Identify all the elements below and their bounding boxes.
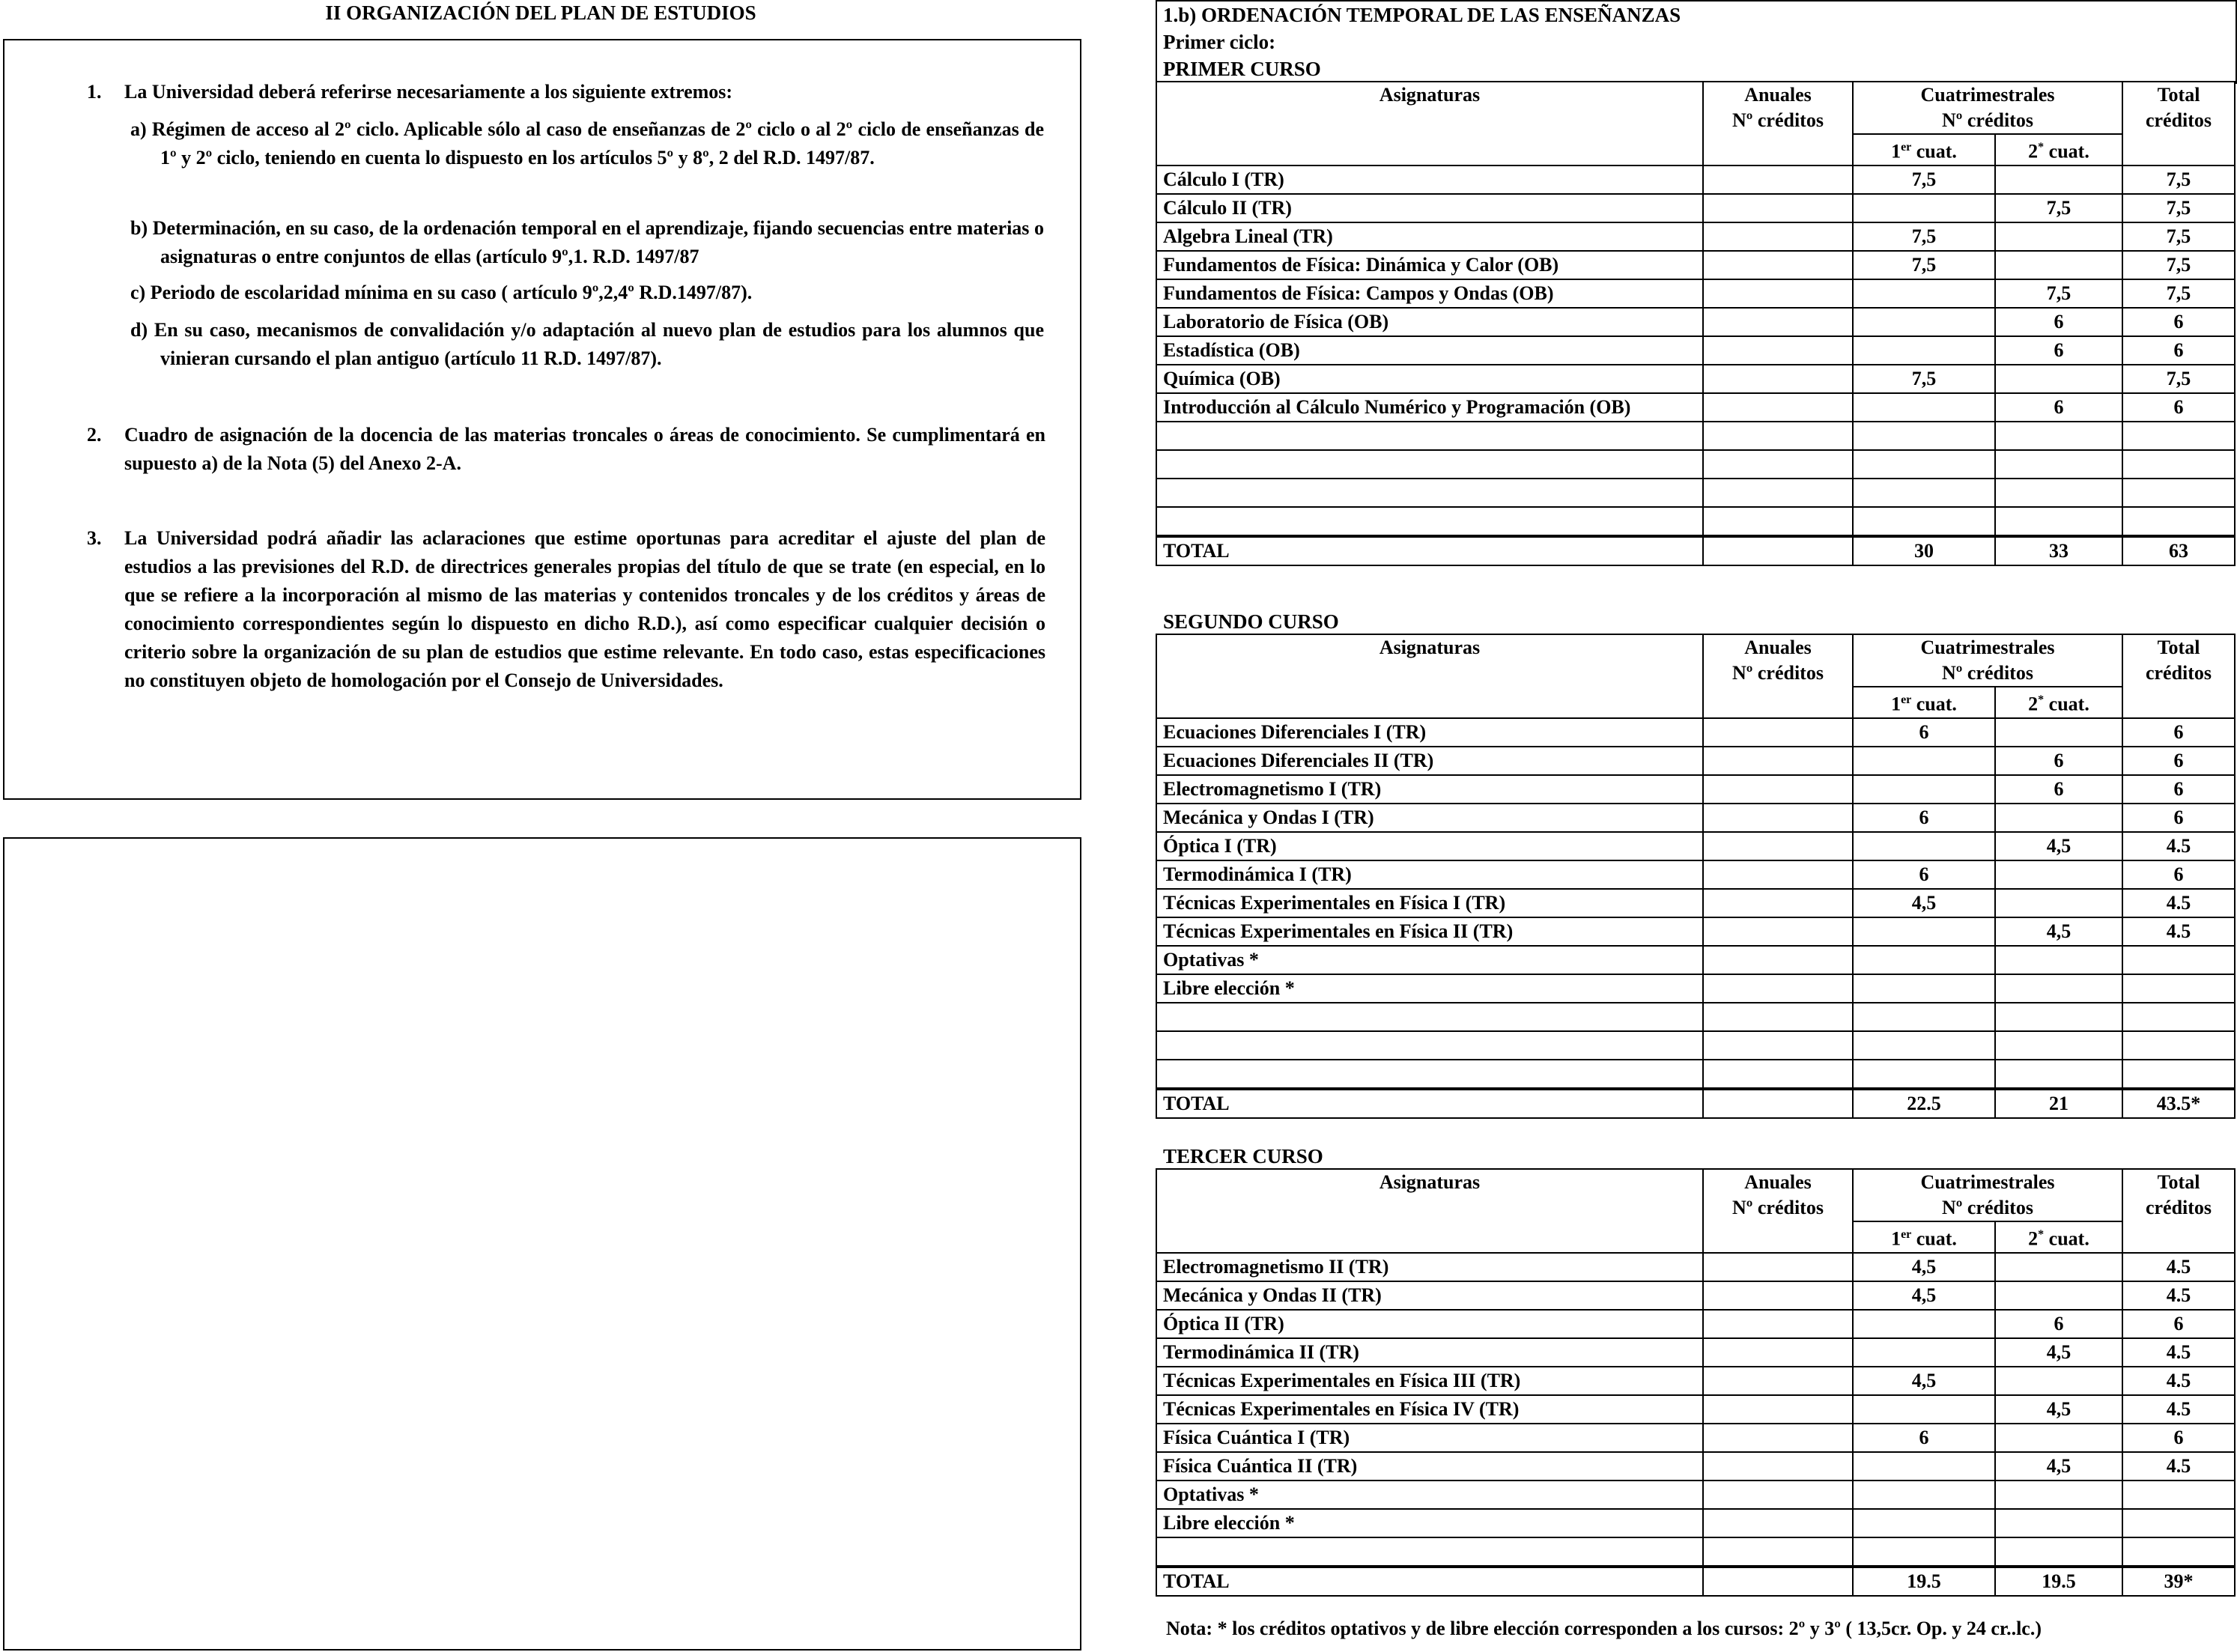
table-cell [1703, 222, 1853, 251]
table-cell [1995, 1509, 2122, 1537]
table-cell: 4,5 [1995, 917, 2122, 946]
table-row [1156, 1509, 2235, 1537]
table-cell [2122, 1481, 2235, 1509]
table-cell [1853, 1003, 1995, 1031]
table-cell [1853, 393, 1995, 422]
table-cell: Mecánica y Ondas II (TR) [1156, 1281, 1703, 1310]
table-row [1156, 832, 2235, 860]
table-cell [1853, 450, 1995, 479]
table-cell: 6 [1995, 393, 2122, 422]
total-cell: 21 [1995, 1089, 2122, 1118]
header-1-cuat: 1er cuat. [1853, 134, 1995, 165]
table-cell: 4,5 [1995, 1395, 2122, 1424]
table-row [1156, 365, 2235, 393]
table-row [1156, 422, 2235, 450]
table-cell [2122, 450, 2235, 479]
table-cell: 7,5 [1853, 365, 1995, 393]
header-total: Total créditos [2122, 1169, 2235, 1253]
table-cell [1703, 832, 1853, 860]
table-cell [1853, 775, 1995, 804]
header-total: Total créditos [2122, 634, 2235, 718]
table-cell: Física Cuántica I (TR) [1156, 1424, 1703, 1452]
instructions-box [3, 39, 1081, 800]
table-cell [1703, 860, 1853, 889]
table-cell [2122, 1509, 2235, 1537]
table-row [1156, 479, 2235, 507]
table-cell: 7,5 [2122, 365, 2235, 393]
table-cell: 7,5 [2122, 222, 2235, 251]
table-cell [1156, 1031, 1703, 1060]
table-cell [1853, 279, 1995, 308]
table-cell: 6 [2122, 393, 2235, 422]
table-cell [1703, 393, 1853, 422]
table-cell: 4.5 [2122, 1253, 2235, 1281]
table-cell: 4.5 [2122, 832, 2235, 860]
table-cell [1853, 308, 1995, 336]
header-asignaturas: Asignaturas [1156, 1169, 1703, 1253]
header-anuales: Anuales Nº créditos [1703, 634, 1853, 718]
table-cell: 7,5 [2122, 251, 2235, 279]
table-cell [1703, 479, 1853, 507]
table-cell [1995, 507, 2122, 536]
table-cell [1995, 1253, 2122, 1281]
table-cell: 4,5 [1853, 1253, 1995, 1281]
header-cuatrimestrales: Cuatrimestrales Nº créditos [1853, 1169, 2122, 1221]
table-cell [1995, 1424, 2122, 1452]
table-cell [1703, 165, 1853, 194]
table-row [1156, 860, 2235, 889]
page-title: II ORGANIZACIÓN DEL PLAN DE ESTUDIOS [325, 1, 756, 24]
table-cell [1703, 251, 1853, 279]
table-cell: Libre elección * [1156, 1509, 1703, 1537]
table-cell [1703, 1060, 1853, 1089]
table-cell: Cálculo I (TR) [1156, 165, 1703, 194]
footnote: Nota: * los créditos optativos y de libre elección corresponden a los cursos: 2º y 3º ( 13,5cr. Op. y 24 cr..lc.) [1166, 1618, 2042, 1639]
table-cell [1156, 1537, 1703, 1567]
table-cell: 6 [2122, 308, 2235, 336]
table-cell: Introducción al Cálculo Numérico y Programación (OB) [1156, 393, 1703, 422]
table-cell [1995, 804, 2122, 832]
item-1c: c) Periodo de escolaridad mínima en su caso ( artículo 9º,2,4º R.D.1497/87). [130, 282, 753, 303]
table-cell [1703, 1395, 1853, 1424]
table-cell: Ecuaciones Diferenciales I (TR) [1156, 718, 1703, 747]
table-cell [1703, 194, 1853, 222]
table-cell [1995, 1537, 2122, 1567]
table-cell [2122, 1003, 2235, 1031]
table-row [1156, 1003, 2235, 1031]
table-row [1156, 1367, 2235, 1395]
table-cell [1703, 308, 1853, 336]
table-cell: 6 [2122, 1310, 2235, 1338]
table-cell [1853, 194, 1995, 222]
table-row [1156, 1338, 2235, 1367]
table-row [1156, 194, 2235, 222]
total-row [1156, 536, 2235, 565]
table-cell: Técnicas Experimentales en Física II (TR) [1156, 917, 1703, 946]
table-cell [1995, 860, 2122, 889]
table-cell [1995, 222, 2122, 251]
table-row [1156, 1424, 2235, 1452]
section-subtitle: Primer ciclo: [1163, 31, 1276, 53]
header-2-cuat: 2* cuat. [1995, 134, 2122, 165]
item-3: 3. La Universidad podrá añadir las aclaraciones que estime oportunas para acreditar el ajuste del plan de estudios a las previsiones del R.D. de directrices generales propias del título de que se trate (en especial, en lo que se refiere a la incorporación al mismo de las materias y contenidos troncales y de los créditos y áreas de conocimiento correspondientes según lo dispuesto en dicho R.D.), así como especificar cualquier decisión o criterio sobre la organización de su plan de estudios que estime relevante. En todo caso, estas especificaciones no constituyen objeto de homologación por el Consejo de Universidades. [87, 527, 1045, 691]
table-row [1156, 279, 2235, 308]
table-cell: 6 [1995, 336, 2122, 365]
table-cell: 6 [1853, 718, 1995, 747]
table-cell [1853, 479, 1995, 507]
course-3-table [1156, 1168, 2236, 1597]
table-cell: Optativas * [1156, 1481, 1703, 1509]
table-cell [1995, 165, 2122, 194]
table-cell [1703, 336, 1853, 365]
table-cell [1853, 1060, 1995, 1089]
table-cell: 7,5 [1853, 165, 1995, 194]
table-cell: 7,5 [1853, 222, 1995, 251]
table-cell: Fundamentos de Física: Dinámica y Calor (OB) [1156, 251, 1703, 279]
table-cell [1703, 1509, 1853, 1537]
course-2-table [1156, 634, 2236, 1119]
table-cell: 4.5 [2122, 1281, 2235, 1310]
table-cell: 4,5 [1853, 889, 1995, 917]
table-cell: 6 [1853, 860, 1995, 889]
table-cell: Ecuaciones Diferenciales II (TR) [1156, 747, 1703, 775]
table-cell: 7,5 [2122, 279, 2235, 308]
table-cell [1995, 946, 2122, 974]
table-cell [1853, 422, 1995, 450]
header-asignaturas: Asignaturas [1156, 634, 1703, 718]
table-cell [1995, 251, 2122, 279]
table-row [1156, 336, 2235, 365]
table-cell [1156, 507, 1703, 536]
table-cell [1995, 450, 2122, 479]
table-cell [2122, 1537, 2235, 1567]
table-row [1156, 222, 2235, 251]
table-cell: 4.5 [2122, 1452, 2235, 1481]
header-1-cuat: 1er cuat. [1853, 687, 1995, 718]
table-cell [1853, 946, 1995, 974]
table-cell [1853, 1338, 1995, 1367]
table-cell [1703, 1310, 1853, 1338]
table-row [1156, 1281, 2235, 1310]
total-row [1156, 1567, 2235, 1596]
table-cell [1703, 1003, 1853, 1031]
total-cell: TOTAL [1156, 536, 1703, 565]
table-cell: Óptica I (TR) [1156, 832, 1703, 860]
table-cell [1703, 804, 1853, 832]
table-cell [1703, 365, 1853, 393]
table-cell: 6 [2122, 336, 2235, 365]
table-cell [1156, 1003, 1703, 1031]
table-cell: Estadística (OB) [1156, 336, 1703, 365]
table-cell [1995, 479, 2122, 507]
item-1a: a) Régimen de acceso al 2º ciclo. Aplicable sólo al caso de enseñanzas de 2º ciclo o al 2º ciclo de enseñanzas de 1º y 2º ciclo, teniendo en cuenta lo dispuesto en los artículos 5º y 8º, 2 del R.D. 1497/87. [130, 118, 1044, 168]
table-cell: Termodinámica I (TR) [1156, 860, 1703, 889]
empty-box [3, 837, 1081, 1651]
table-cell [1703, 974, 1853, 1003]
table-cell: Electromagnetismo II (TR) [1156, 1253, 1703, 1281]
total-row [1156, 1089, 2235, 1118]
table-cell: 6 [2122, 804, 2235, 832]
table-row [1156, 251, 2235, 279]
table-row [1156, 1060, 2235, 1089]
total-cell: 63 [2122, 536, 2235, 565]
item-2: 2. Cuadro de asignación de la docencia de las materias troncales o áreas de conocimiento. Se cumplimentará en supuesto a) de la Nota (5) del Anexo 2-A. [87, 424, 1045, 474]
total-cell [1703, 1567, 1853, 1596]
table-cell: 4,5 [1995, 1338, 2122, 1367]
table-cell: 4.5 [2122, 917, 2235, 946]
table-row [1156, 393, 2235, 422]
table-cell: Libre elección * [1156, 974, 1703, 1003]
header-asignaturas: Asignaturas [1156, 82, 1703, 165]
table-cell [2122, 479, 2235, 507]
table-cell [1995, 1367, 2122, 1395]
table-cell [1703, 1452, 1853, 1481]
course-2-heading: SEGUNDO CURSO [1163, 610, 1339, 633]
table-cell [1703, 747, 1853, 775]
table-cell: 7,5 [2122, 165, 2235, 194]
table-row [1156, 1310, 2235, 1338]
table-cell [1853, 1031, 1995, 1060]
table-row [1156, 1537, 2235, 1567]
table-cell: Electromagnetismo I (TR) [1156, 775, 1703, 804]
table-cell [1853, 507, 1995, 536]
table-cell: 6 [2122, 860, 2235, 889]
table-cell [1703, 450, 1853, 479]
table-cell [1853, 1509, 1995, 1537]
table-cell [1156, 422, 1703, 450]
table-cell: 7,5 [1853, 251, 1995, 279]
table-cell [1703, 1031, 1853, 1060]
table-row [1156, 450, 2235, 479]
total-cell: 19.5 [1995, 1567, 2122, 1596]
table-cell [1995, 889, 2122, 917]
table-cell [1995, 1281, 2122, 1310]
table-cell [1703, 1281, 1853, 1310]
table-cell: Laboratorio de Física (OB) [1156, 308, 1703, 336]
header-2-cuat: 2* cuat. [1995, 1221, 2122, 1253]
table-cell: Técnicas Experimentales en Física III (TR) [1156, 1367, 1703, 1395]
table-cell [1156, 479, 1703, 507]
table-cell: 4.5 [2122, 889, 2235, 917]
table-cell [1853, 1452, 1995, 1481]
table-cell: 4,5 [1995, 1452, 2122, 1481]
table-row [1156, 1253, 2235, 1281]
item-1: 1. La Universidad deberá referirse necesariamente a los siguiente extremos: [87, 81, 733, 103]
table-cell [2122, 974, 2235, 1003]
course-1-heading: PRIMER CURSO [1163, 58, 1321, 80]
table-cell [1703, 889, 1853, 917]
table-cell [1703, 507, 1853, 536]
table-cell: 6 [1995, 775, 2122, 804]
total-cell [1703, 536, 1853, 565]
table-cell [1156, 1060, 1703, 1089]
table-cell [1853, 1537, 1995, 1567]
table-cell: Técnicas Experimentales en Física I (TR) [1156, 889, 1703, 917]
table-cell: 6 [1853, 804, 1995, 832]
table-row [1156, 718, 2235, 747]
table-row [1156, 804, 2235, 832]
table-row [1156, 165, 2235, 194]
table-cell [1703, 1367, 1853, 1395]
table-cell [1853, 1395, 1995, 1424]
table-cell [1995, 1481, 2122, 1509]
table-cell: 4.5 [2122, 1338, 2235, 1367]
table-row [1156, 917, 2235, 946]
table-cell: 7,5 [2122, 194, 2235, 222]
table-row [1156, 747, 2235, 775]
table-row [1156, 1395, 2235, 1424]
table-cell [1853, 832, 1995, 860]
table-cell [1995, 974, 2122, 1003]
table-cell: Cálculo II (TR) [1156, 194, 1703, 222]
table-cell: 7,5 [1995, 194, 2122, 222]
header-anuales: Anuales Nº créditos [1703, 1169, 1853, 1253]
item-1d: d) En su caso, mecanismos de convalidación y/o adaptación al nuevo plan de estudios para los alumnos que vinieran cursando el plan antiguo (artículo 11 R.D. 1497/87). [130, 319, 1044, 369]
table-cell [1995, 1031, 2122, 1060]
table-row [1156, 507, 2235, 536]
table-cell [2122, 946, 2235, 974]
table-cell: 6 [2122, 747, 2235, 775]
table-cell: 4,5 [1853, 1281, 1995, 1310]
total-cell: 22.5 [1853, 1089, 1995, 1118]
table-cell [1703, 1537, 1853, 1567]
table-cell [1703, 718, 1853, 747]
header-total: Total créditos [2122, 82, 2235, 165]
table-cell: 4.5 [2122, 1367, 2235, 1395]
section-title: 1.b) ORDENACIÓN TEMPORAL DE LAS ENSEÑANZAS [1163, 4, 1681, 26]
table-row [1156, 974, 2235, 1003]
table-cell: 6 [1995, 308, 2122, 336]
total-cell: 33 [1995, 536, 2122, 565]
table-cell [1853, 747, 1995, 775]
table-cell [1853, 336, 1995, 365]
table-cell: Óptica II (TR) [1156, 1310, 1703, 1338]
table-cell: 6 [2122, 718, 2235, 747]
table-cell: 6 [1995, 1310, 2122, 1338]
table-cell [2122, 1031, 2235, 1060]
total-cell [1703, 1089, 1853, 1118]
table-cell [1703, 279, 1853, 308]
table-cell [1853, 917, 1995, 946]
header-cuatrimestrales: Cuatrimestrales Nº créditos [1853, 82, 2122, 134]
table-cell: 7,5 [1995, 279, 2122, 308]
table-cell [1995, 422, 2122, 450]
table-row [1156, 889, 2235, 917]
table-cell: 6 [2122, 1424, 2235, 1452]
table-cell [1703, 1481, 1853, 1509]
table-cell: 4.5 [2122, 1395, 2235, 1424]
table-row [1156, 1031, 2235, 1060]
table-cell: Fundamentos de Física: Campos y Ondas (OB) [1156, 279, 1703, 308]
course-3-heading: TERCER CURSO [1163, 1145, 1323, 1167]
header-anuales: Anuales Nº créditos [1703, 82, 1853, 165]
table-cell [1703, 422, 1853, 450]
table-cell [1853, 1481, 1995, 1509]
table-row [1156, 308, 2235, 336]
table-cell [1853, 974, 1995, 1003]
table-cell: Física Cuántica II (TR) [1156, 1452, 1703, 1481]
table-cell [2122, 507, 2235, 536]
table-row [1156, 1452, 2235, 1481]
header-1-cuat: 1er cuat. [1853, 1221, 1995, 1253]
table-cell [1703, 1424, 1853, 1452]
table-cell: 6 [1853, 1424, 1995, 1452]
table-cell [1853, 1310, 1995, 1338]
total-cell: 43.5* [2122, 1089, 2235, 1118]
item-1b: b) Determinación, en su caso, de la ordenación temporal en el aprendizaje, fijando secuencias entre materias o asignaturas o entre conjuntos de ellas (artículo 9º,1. R.D. 1497/87 [130, 217, 1044, 267]
table-row [1156, 1481, 2235, 1509]
table-cell [1995, 1060, 2122, 1089]
table-row [1156, 775, 2235, 804]
table-cell: Técnicas Experimentales en Física IV (TR) [1156, 1395, 1703, 1424]
table-cell [1703, 917, 1853, 946]
table-cell [1156, 450, 1703, 479]
table-cell [1703, 775, 1853, 804]
table-cell [1703, 1338, 1853, 1367]
table-cell: 4,5 [1995, 832, 2122, 860]
table-cell: Termodinámica II (TR) [1156, 1338, 1703, 1367]
table-cell [2122, 422, 2235, 450]
table-cell: Algebra Lineal (TR) [1156, 222, 1703, 251]
total-cell: 39* [2122, 1567, 2235, 1596]
table-cell [1703, 1253, 1853, 1281]
header-cuatrimestrales: Cuatrimestrales Nº créditos [1853, 634, 2122, 687]
table-cell [1995, 718, 2122, 747]
table-cell: Mecánica y Ondas I (TR) [1156, 804, 1703, 832]
table-cell [1995, 1003, 2122, 1031]
header-2-cuat: 2* cuat. [1995, 687, 2122, 718]
total-cell: TOTAL [1156, 1089, 1703, 1118]
total-cell: 30 [1853, 536, 1995, 565]
table-cell: 6 [2122, 775, 2235, 804]
table-cell: Optativas * [1156, 946, 1703, 974]
total-cell: 19.5 [1853, 1567, 1995, 1596]
table-cell [2122, 1060, 2235, 1089]
table-row [1156, 946, 2235, 974]
total-cell: TOTAL [1156, 1567, 1703, 1596]
table-cell: 6 [1995, 747, 2122, 775]
table-cell [1995, 365, 2122, 393]
table-cell: 4,5 [1853, 1367, 1995, 1395]
table-cell: Química (OB) [1156, 365, 1703, 393]
course-1-table [1156, 81, 2236, 566]
table-cell [1703, 946, 1853, 974]
